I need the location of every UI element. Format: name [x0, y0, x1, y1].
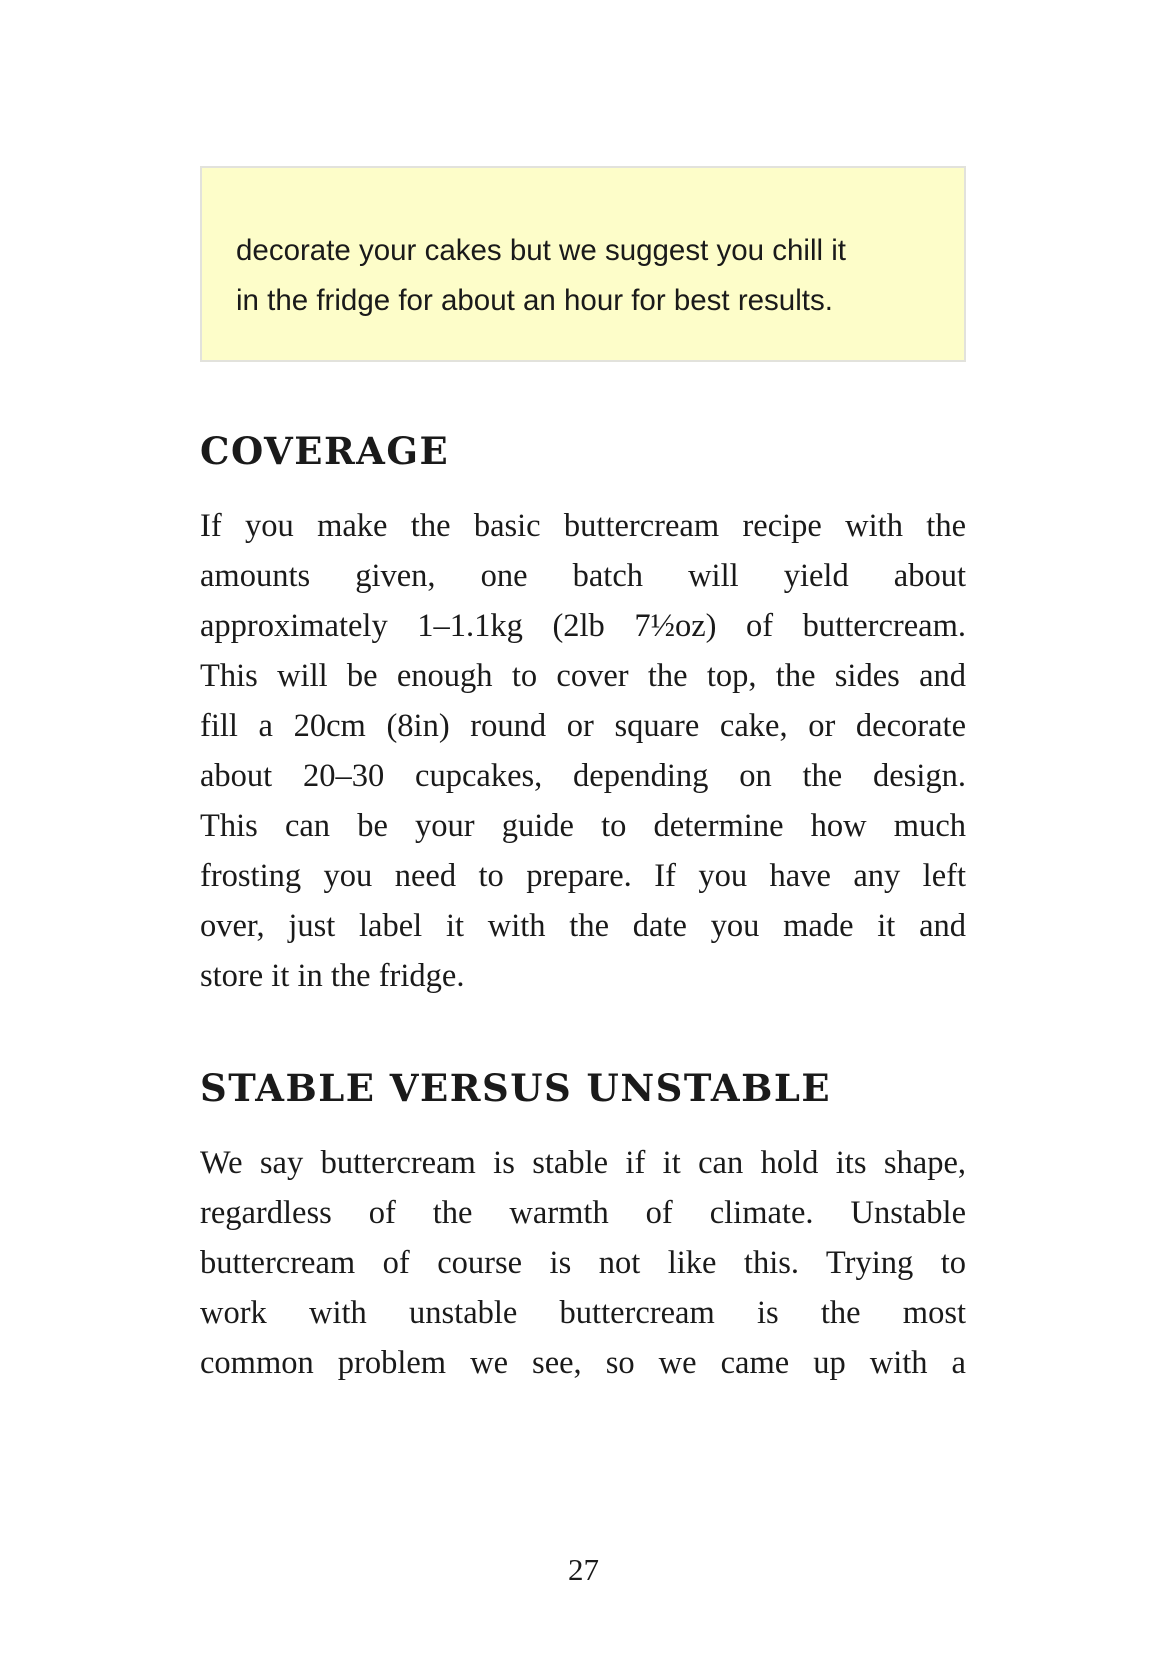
note-line: decorate your cakes but we suggest you chill it [236, 234, 846, 267]
paragraph-line: store it in the fridge. [200, 958, 465, 994]
paragraph-line: buttercream of course is not like this. Trying to [200, 1245, 966, 1281]
coverage-heading: COVERAGE [200, 429, 450, 473]
paragraph-line: common problem we see, so we came up with a [200, 1345, 966, 1381]
stable-versus-unstable-heading: STABLE VERSUS UNSTABLE [200, 1066, 832, 1110]
paragraph-line: fill a 20cm (8in) round or square cake, or decorate [200, 708, 966, 744]
coverage-paragraph [200, 501, 966, 1001]
paragraph-line: work with unstable buttercream is the most [200, 1295, 966, 1331]
paragraph-line: We say buttercream is stable if it can hold its shape, [200, 1145, 966, 1181]
note-line: in the fridge for about an hour for best results. [236, 284, 833, 317]
paragraph-line: This will be enough to cover the top, the sides and [200, 658, 966, 694]
paragraph-line: over, just label it with the date you made it and [200, 908, 966, 944]
paragraph-line: approximately 1–1.1kg (2lb 7½oz) of buttercream. [200, 608, 966, 644]
paragraph-line: If you make the basic buttercream recipe with the [200, 508, 966, 544]
paragraph-line: This can be your guide to determine how much [200, 808, 966, 844]
paragraph-line: frosting you need to prepare. If you have any left [200, 858, 966, 894]
paragraph-line: about 20–30 cupcakes, depending on the design. [200, 758, 966, 794]
paragraph-line: amounts given, one batch will yield about [200, 558, 966, 594]
stable-paragraph [200, 1138, 966, 1388]
paragraph-line: regardless of the warmth of climate. Unstable [200, 1195, 966, 1231]
page-number: 27 [568, 1552, 599, 1587]
note-box [200, 166, 966, 362]
